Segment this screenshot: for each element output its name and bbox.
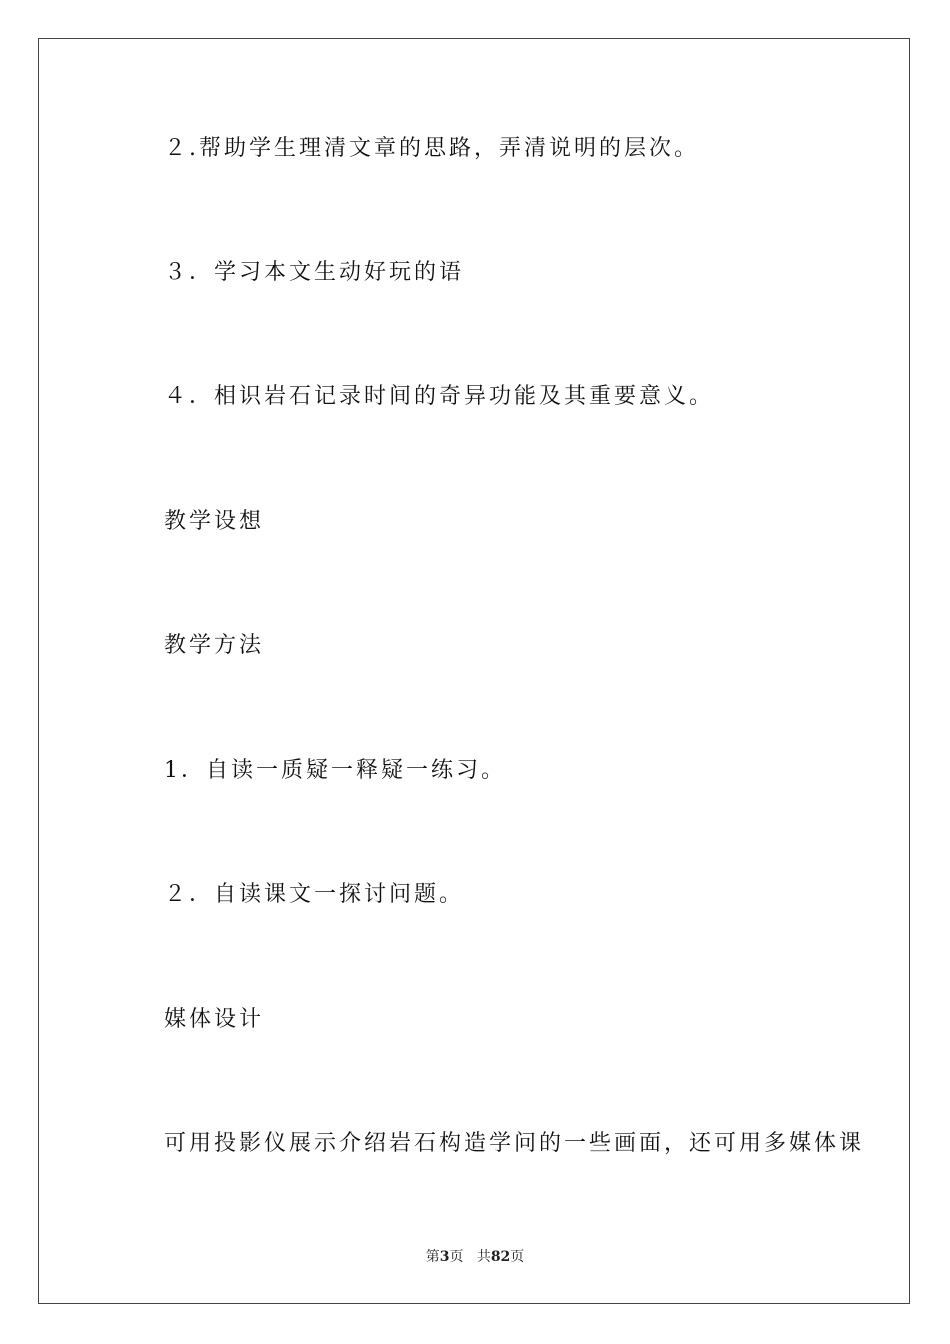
footer-page-number: 3 bbox=[439, 1249, 450, 1265]
footer-total-prefix: 共 bbox=[476, 1249, 491, 1265]
heading-teaching-idea: 教学设想 bbox=[164, 509, 265, 534]
footer-page-prefix: 第 bbox=[425, 1249, 440, 1265]
objective-4: ４．相识岩石记录时间的奇异功能及其重要意义。 bbox=[164, 384, 715, 409]
page-border bbox=[38, 38, 910, 1304]
method-1: 1．自读一质疑一释疑一练习。 bbox=[164, 758, 506, 783]
method-2: ２．自读课文一探讨问题。 bbox=[164, 882, 465, 907]
page-footer bbox=[0, 1246, 950, 1266]
footer-page-suffix: 页 bbox=[449, 1249, 464, 1265]
objective-2: ２.帮助学生理清文章的思路，弄清说明的层次。 bbox=[164, 136, 699, 161]
media-design-text: 可用投影仪展示介绍岩石构造学问的一些画面，还可用多媒体课 bbox=[164, 1131, 865, 1156]
footer-total-suffix: 页 bbox=[510, 1249, 525, 1265]
objective-3: ３．学习本文生动好玩的语 bbox=[164, 260, 465, 285]
heading-teaching-method: 教学方法 bbox=[164, 633, 265, 658]
footer-total-pages: 82 bbox=[490, 1249, 511, 1265]
heading-media-design: 媒体设计 bbox=[164, 1007, 265, 1032]
